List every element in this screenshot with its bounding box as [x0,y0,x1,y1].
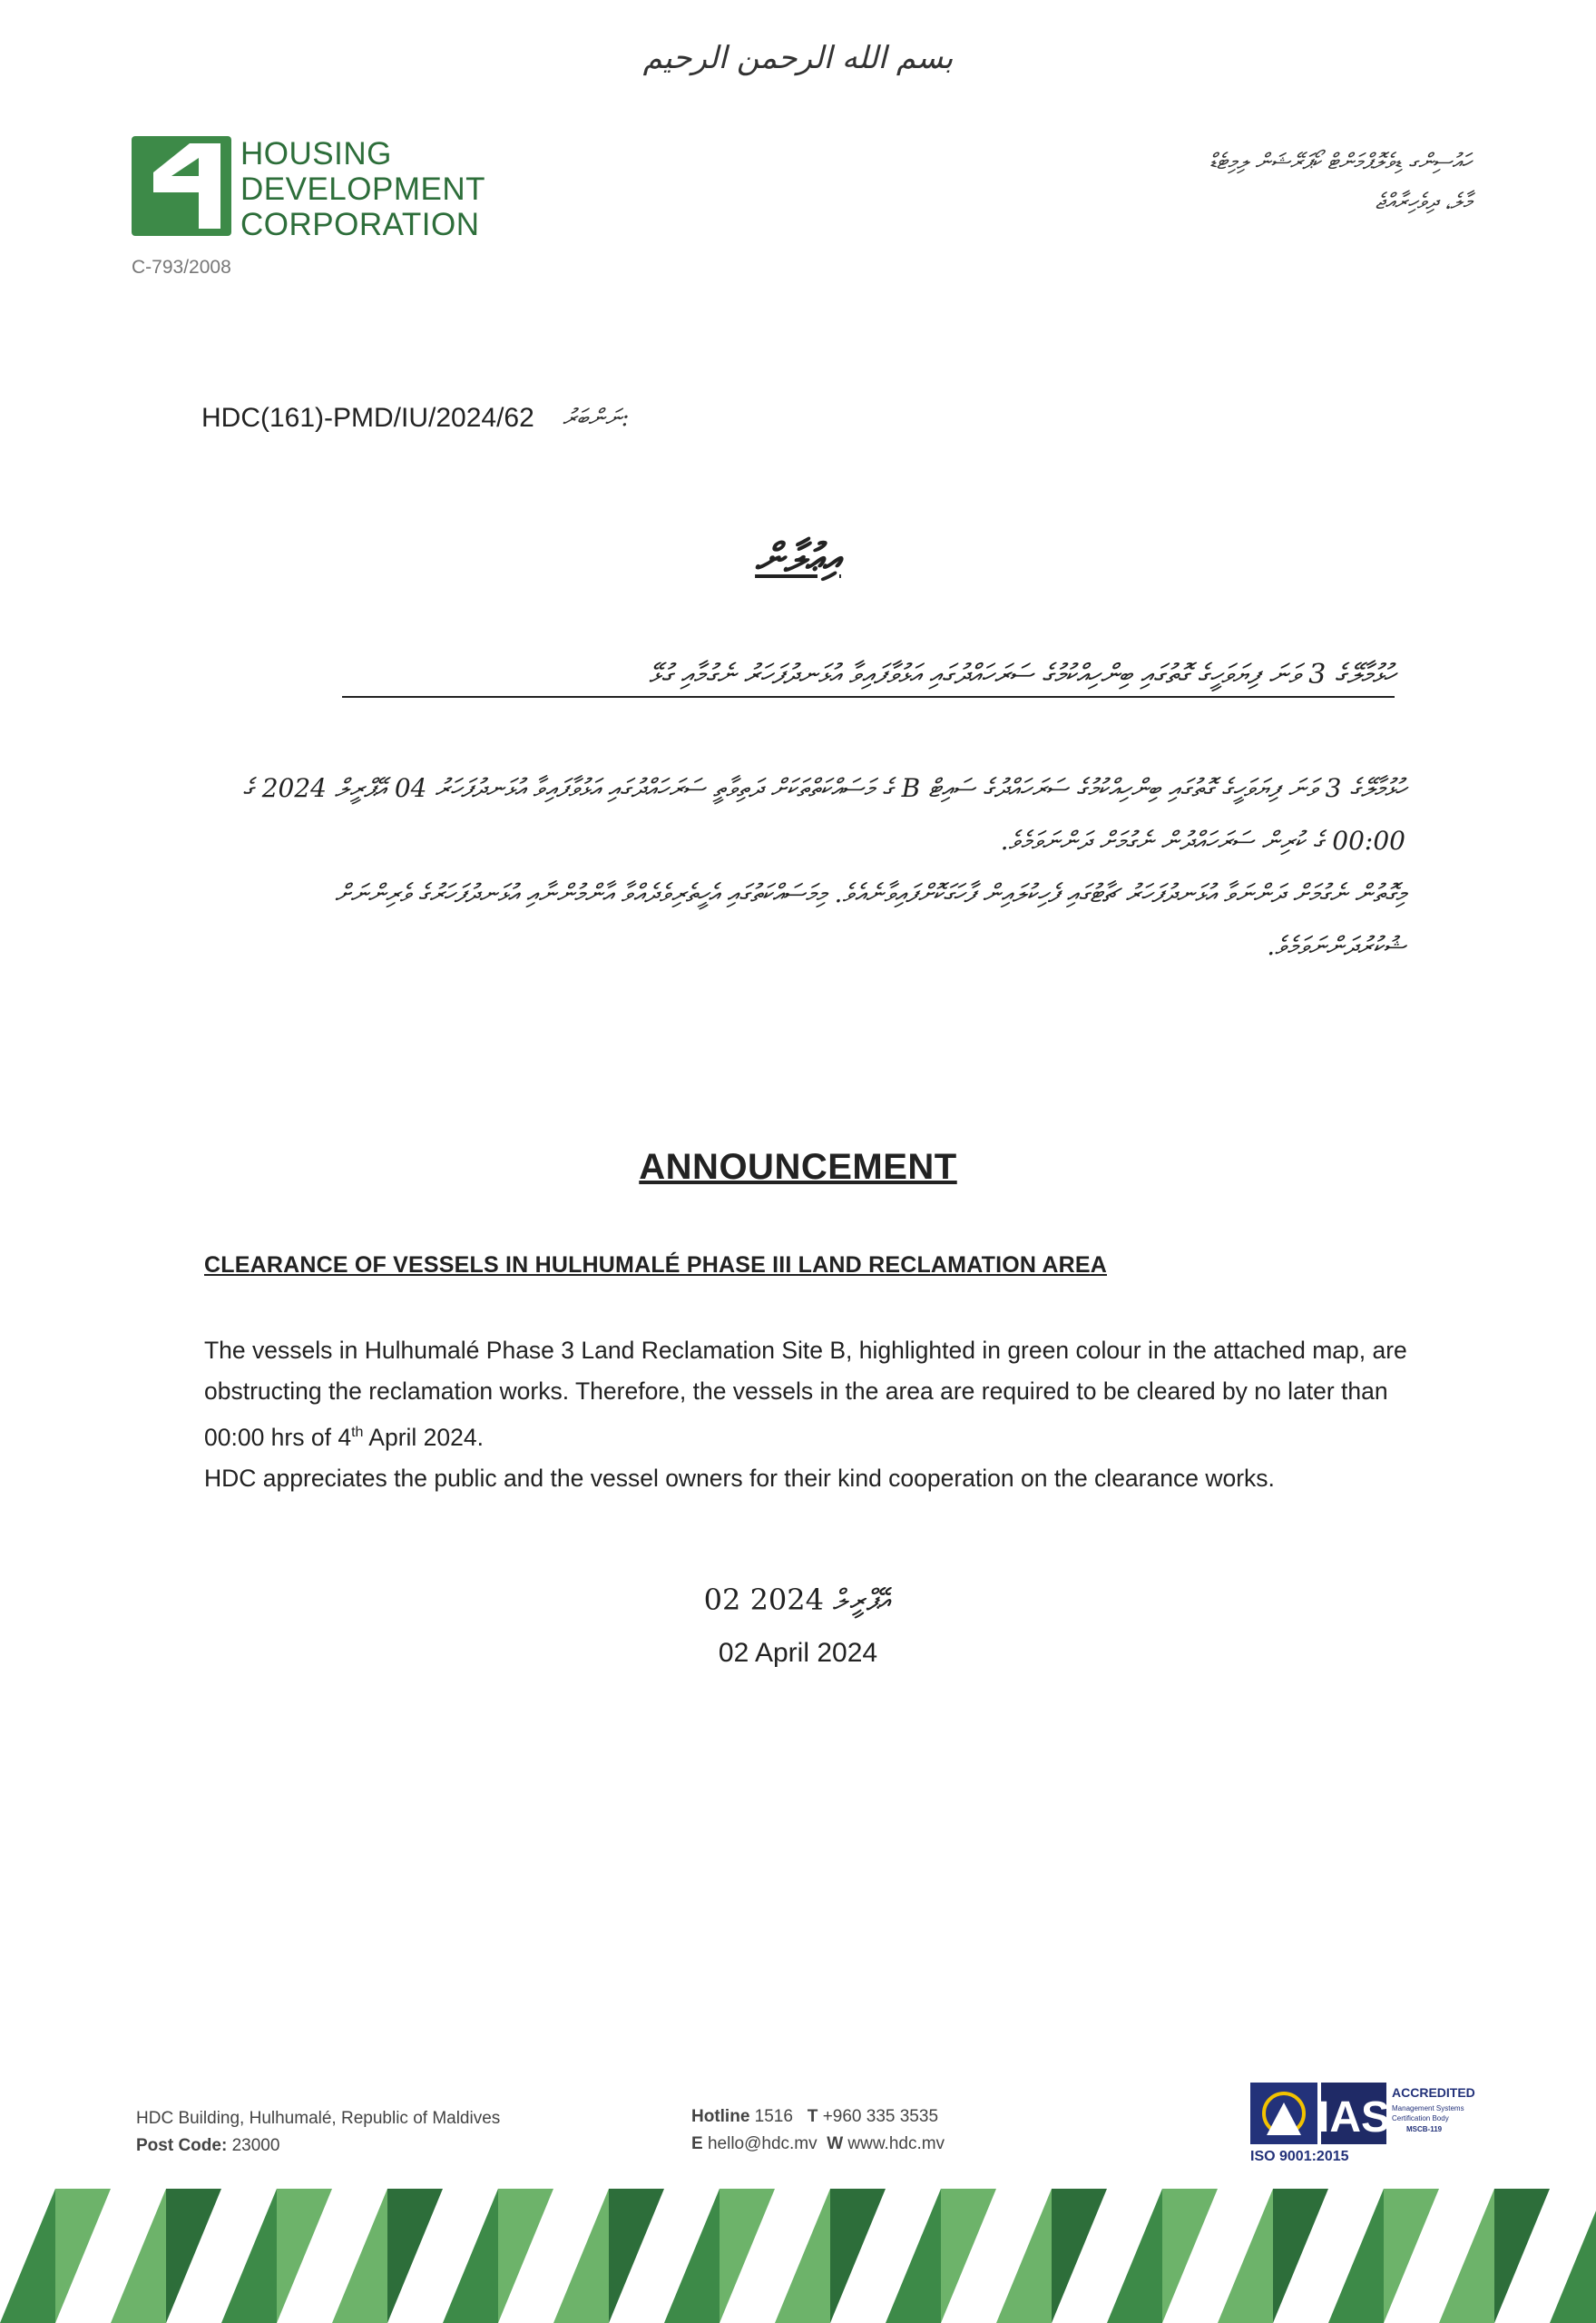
org-name [240,136,485,242]
hdc-logo-mark [132,136,231,236]
dhivehi-paragraph-2: މިގޮތުން ނެގުމަށް ދަންނަވާ އުޅަނދުފަހަރު ޗާޓުގައި ފެހިކުލައިން ފާހަގަކޮށްފައިވާނެއެވެ. މިމަސައްކަތުގައި އެހީތެރިވެދެއްވާ އާންމުންނާއި އުޅަނދުފަހަރުގެ ވެރިންނަށް ޝުކުރުދަންނަވަމެވެ. [335,878,1405,961]
band-triangle [1328,2189,1384,2323]
band-triangle [111,2189,166,2323]
band-triangle [1273,2189,1328,2323]
cert-line-2: Certification Body [1392,2114,1449,2122]
band-triangle [1107,2189,1162,2323]
band-triangle [55,2189,111,2323]
footer-triangle-band [0,2189,1596,2323]
announcement-paragraph-1 [204,1330,1411,1458]
band-triangle [609,2189,664,2323]
postcode-value: 23000 [231,2136,280,2155]
org-name-line-3: CORPORATION [240,207,480,242]
band-triangle [664,2189,720,2323]
announcement-paragraph-2: HDC appreciates the public and the vessel owners for their kind cooperation on the clearance works. [204,1464,1275,1492]
dhivehi-subject: ހުޅުމާލޭގެ 3 ވަނަ ފިޔަވަހީގެ ގޮތުގައި ބިންހިއްކުމުގެ ސަރަހައްދުގައި އަޅުވާފައިވާ އުޅަނދުފަހަރު ނެގުމާއި ގުޅޭ [342,659,1395,698]
announcement-subject: CLEARANCE OF VESSELS IN HULHUMALÉ PHASE III LAND RECLAMATION AREA [204,1252,1107,1278]
reference-label-dhivehi: :ނަންބަރު [563,405,630,432]
band-triangle [443,2189,498,2323]
band-triangle [830,2189,886,2323]
band-triangle [1550,2189,1596,2323]
paragraph-1-text-end: April 2024. [363,1423,484,1451]
band-triangle [1439,2189,1494,2323]
band-triangle [941,2189,996,2323]
web-value[interactable]: www.hdc.mv [847,2134,945,2153]
postcode-label: Post Code: [136,2136,228,2155]
band-triangle [498,2189,553,2323]
web-label: W [827,2134,844,2153]
hotline-value: 1516 [754,2107,793,2126]
band-triangle [775,2189,830,2323]
announcement-title: ANNOUNCEMENT [639,1147,957,1187]
band-triangle [720,2189,775,2323]
registration-number: C-793/2008 [132,257,231,278]
cert-line-3: MSCB-119 [1406,2125,1443,2133]
dhivehi-paragraph-1: ހުޅުމާލޭގެ 3 ވަނަ ފިޔަވަހީގެ ގޮތުގައި ބިންހިއްކުމުގެ ސަރަހައްދުގެ ސައިޓް B ގެ މަސައްކަތްތަކަށް ދަތިވާތީ ސަރަހައްދުގައި އަޅުވާފައިވާ އުޅަނދުފަހަރު 04 އޭޕްރީލް 2024 ގެ 00:00 ގެ ކުރިން ސަރަހައްދުން ނެގުމަށް ދަންނަވަމެވެ. [242,773,1405,856]
hotline-label: Hotline [691,2107,750,2126]
email-label: E [691,2134,703,2153]
email-value[interactable]: hello@hdc.mv [707,2134,818,2153]
band-triangle [1052,2189,1107,2323]
band-triangle [0,2189,55,2323]
ias-certification-badge [1248,2081,1475,2168]
announcement-body [204,1330,1411,1499]
cert-line-1: Management Systems [1392,2104,1464,2112]
band-triangle [1162,2189,1218,2323]
postcode-line [136,2132,500,2160]
footer-contact [691,2103,945,2158]
band-triangle [221,2189,277,2323]
org-name-line-2: DEVELOPMENT [240,172,485,207]
band-triangle [166,2189,221,2323]
dhivehi-title: އިޢުލާން [755,535,841,582]
band-triangle [387,2189,443,2323]
dhivehi-org-line-2: މާލެ، ދިވެހިރާއްޖެ [1375,189,1472,214]
band-triangle [1494,2189,1550,2323]
band-triangle [277,2189,332,2323]
footer-address [136,2105,500,2160]
dhivehi-org-header [1209,142,1472,221]
tel-label: T [807,2107,818,2126]
tel-value: +960 335 3535 [822,2107,939,2126]
date-english: 02 April 2024 [718,1638,878,1668]
ordinal-suffix: th [351,1425,364,1440]
cert-accredited: ACCREDITED [1392,2085,1475,2100]
band-triangle [886,2189,941,2323]
date-dhivehi: 02 އޭޕްރީލް 2024 [703,1583,893,1617]
band-triangle [332,2189,387,2323]
cert-ias-text: IAS [1317,2093,1391,2142]
bismillah: بسم الله الرحمن الرحيم [642,40,954,76]
band-triangle [553,2189,609,2323]
reference-number: HDC(161)-PMD/IU/2024/62 [201,403,534,433]
contact-line-1 [691,2103,945,2131]
address-line: HDC Building, Hulhumalé, Republic of Maldives [136,2109,501,2128]
org-name-line-1: HOUSING [240,136,392,172]
band-triangle [1384,2189,1439,2323]
dhivehi-org-line-1: ހައުސިންގ ޑިވެލޮޕްމަންޓް ކޯޕަރޭޝަން ލިމިޓެޑް [1209,149,1472,174]
band-triangle [996,2189,1052,2323]
band-triangle [1218,2189,1273,2323]
paragraph-1-text: The vessels in Hulhumalé Phase 3 Land Reclamation Site B, highlighted in green colour in the attached map, are obstructing the reclamation works. Therefore, the vessels in the area are required to be cleared by no later than 00:00 hrs of 4 [204,1337,1407,1451]
cert-iso: ISO 9001:2015 [1250,2149,1349,2164]
dhivehi-body [190,762,1405,973]
contact-line-2 [691,2131,945,2158]
